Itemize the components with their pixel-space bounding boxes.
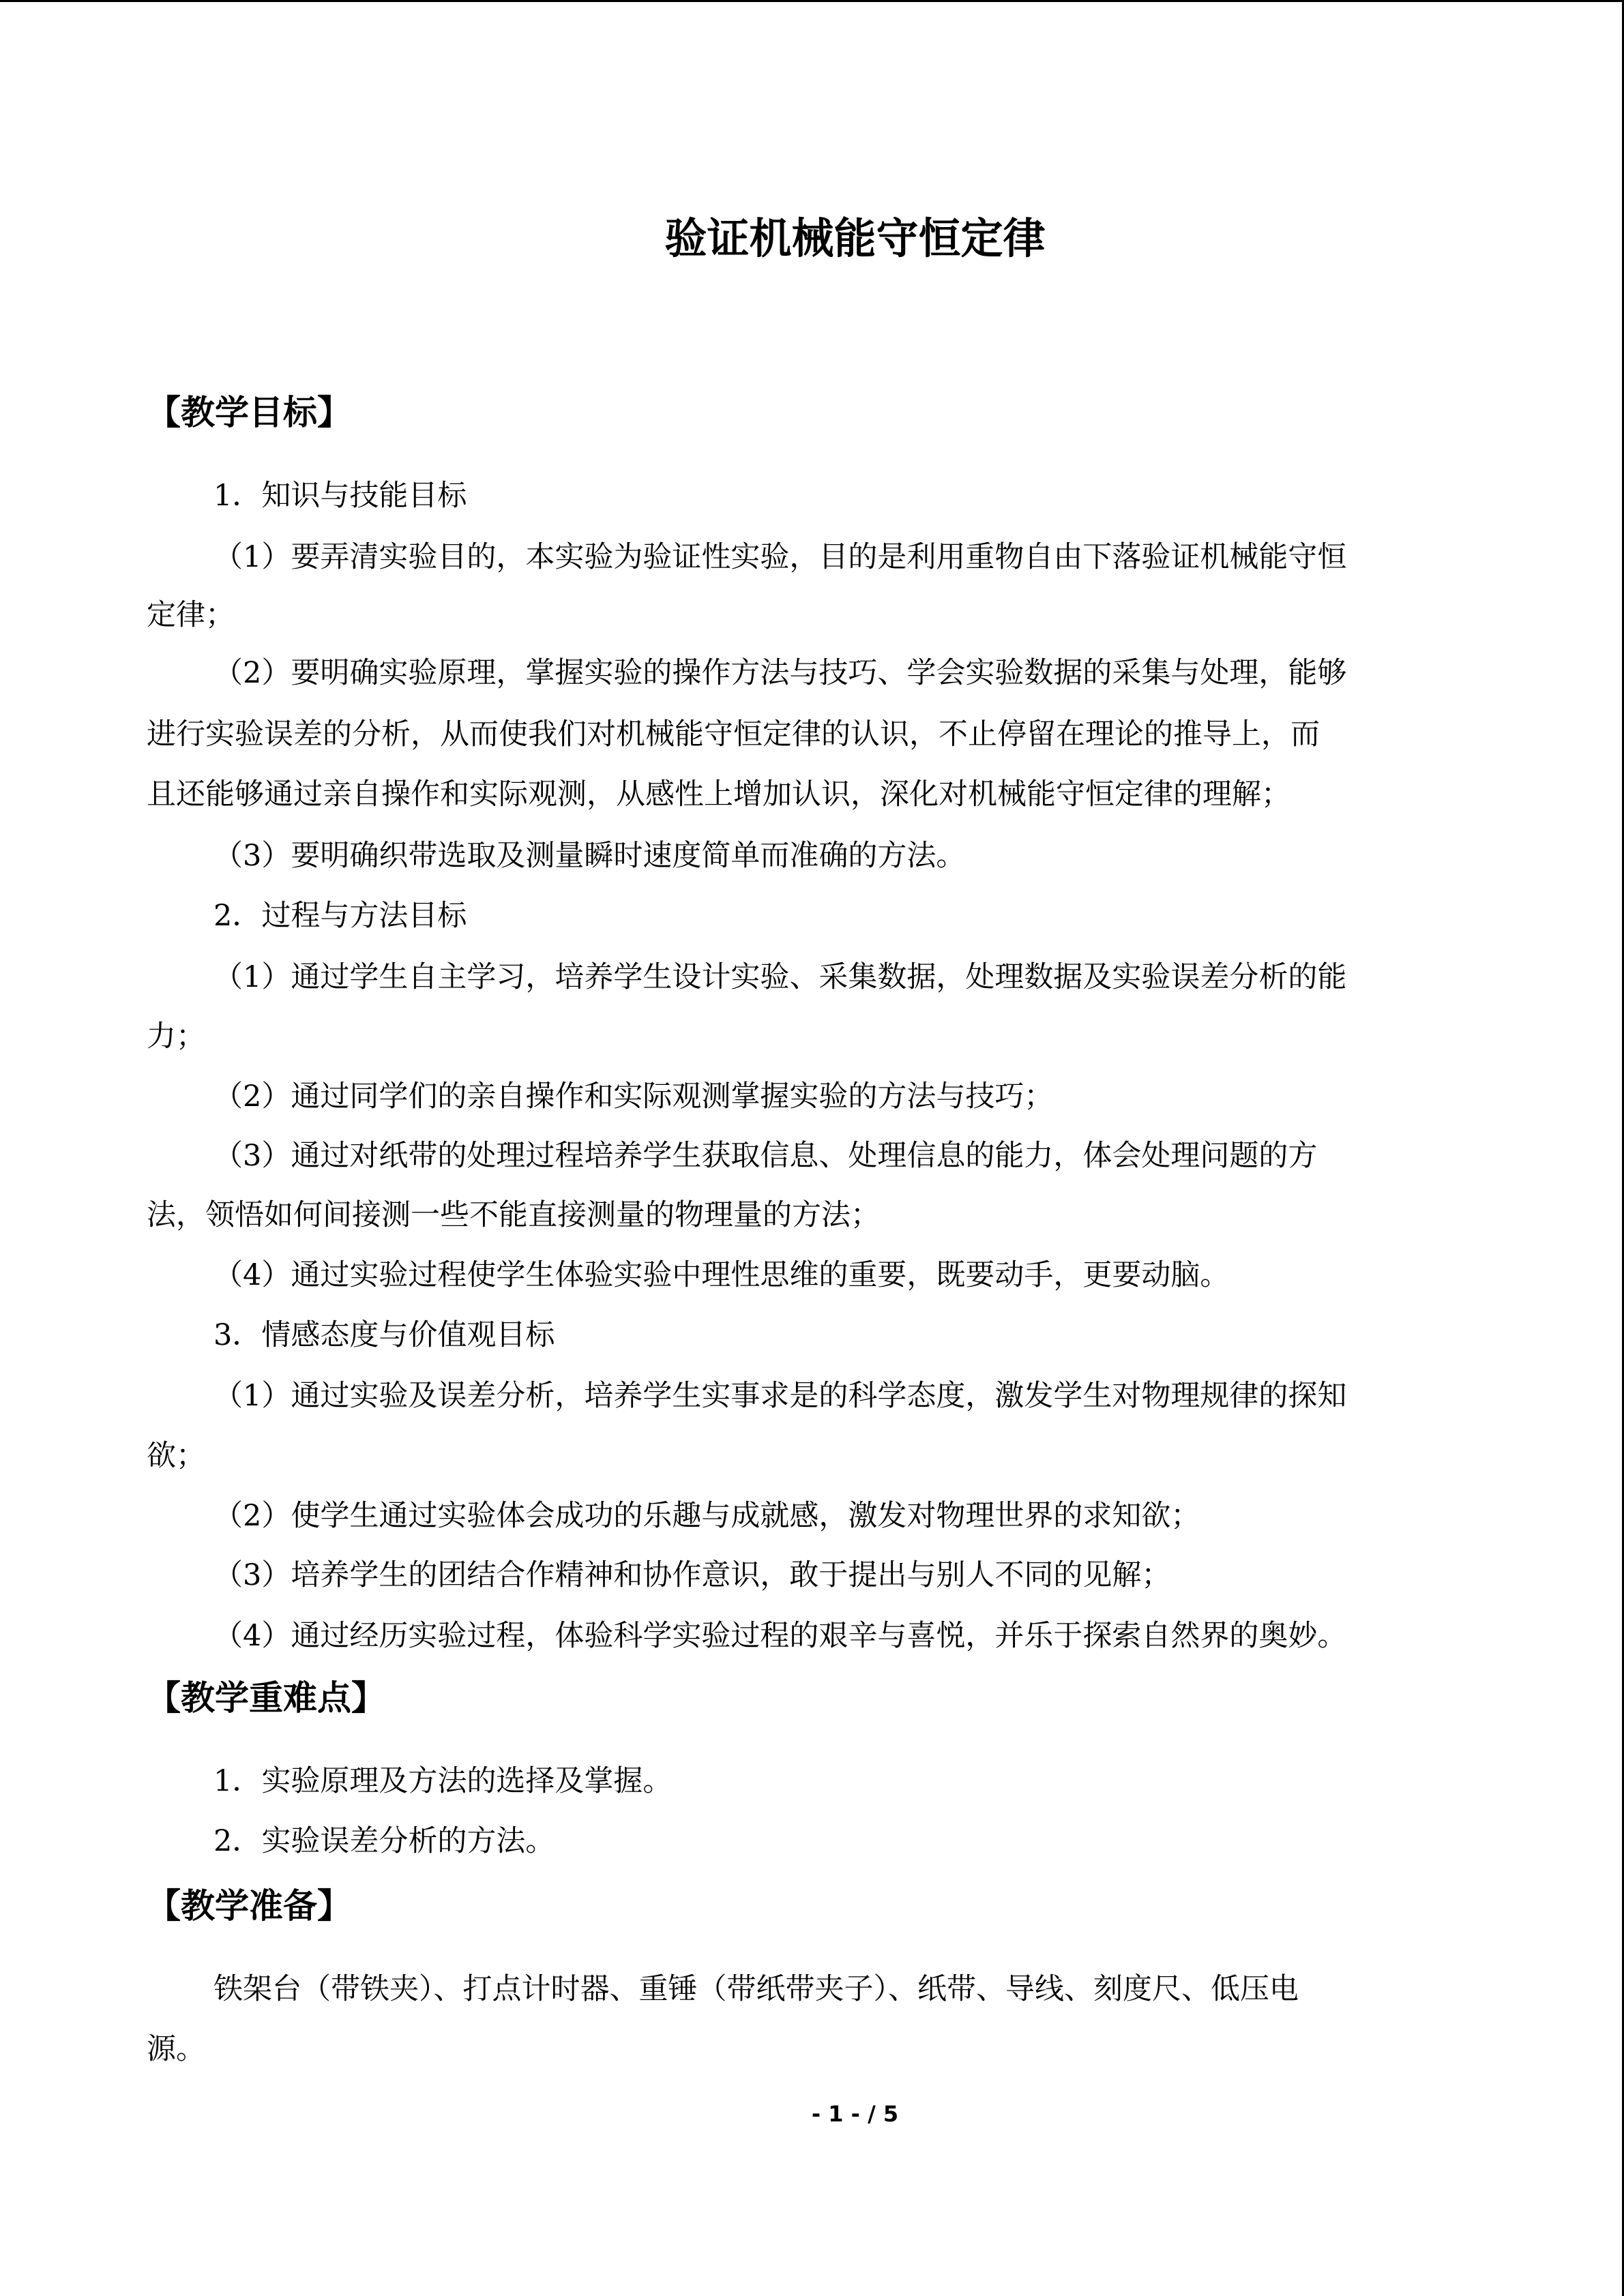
key-point-line: 1．实验原理及方法的选择及掌握。 bbox=[213, 1764, 673, 1798]
goal-line: 且还能够通过亲自操作和实际观测，从感性上增加认识，深化对机械能守恒定律的理解； bbox=[147, 777, 1290, 811]
goal-line: （2）使学生通过实验体会成功的乐趣与成就感，激发对物理世界的求知欲； bbox=[213, 1499, 1200, 1533]
page-border-top bbox=[0, 0, 1624, 2]
section-heading-key-points: 【教学重难点】 bbox=[147, 1678, 385, 1718]
goal-line: （4）通过实验过程使学生体验实验中理性思维的重要，既要动手，更要动脑。 bbox=[213, 1258, 1230, 1292]
goal-line: （1）通过实验及误差分析，培养学生实事求是的科学态度，激发学生对物理规律的探知 bbox=[213, 1379, 1347, 1413]
goal-line: （1）通过学生自主学习，培养学生设计实验、采集数据，处理数据及实验误差分析的能 bbox=[213, 960, 1347, 994]
section-heading-preparation: 【教学准备】 bbox=[147, 1886, 351, 1926]
goal-line: 进行实验误差的分析，从而使我们对机械能守恒定律的认识，不止停留在理论的推导上，而 bbox=[147, 717, 1320, 751]
goal-line: 欲； bbox=[147, 1439, 205, 1473]
goal-line: （3）通过对纸带的处理过程培养学生获取信息、处理信息的能力，体会处理问题的方 bbox=[213, 1139, 1318, 1173]
goal-line: 定律； bbox=[147, 598, 235, 632]
goal-subheading: 2．过程与方法目标 bbox=[213, 899, 467, 933]
goal-line: （1）要弄清实验目的，本实验为验证性实验，目的是利用重物自由下落验证机械能守恒 bbox=[213, 540, 1347, 574]
goal-line: 力； bbox=[147, 1019, 205, 1054]
preparation-line: 铁架台（带铁夹）、打点计时器、重锤（带纸带夹子）、纸带、导线、刻度尺、低压电 bbox=[213, 1972, 1299, 2006]
goal-line: （2）要明确实验原理，掌握实验的操作方法与技巧、学会实验数据的采集与处理，能够 bbox=[213, 656, 1347, 690]
goal-line: （4）通过经历实验过程，体验科学实验过程的艰辛与喜悦，并乐于探索自然界的奥妙。 bbox=[213, 1619, 1347, 1653]
document-title: 验证机械能守恒定律 bbox=[664, 213, 1046, 263]
goal-subheading: 1．知识与技能目标 bbox=[213, 479, 467, 513]
goal-subheading: 3．情感态度与价值观目标 bbox=[213, 1318, 555, 1352]
goal-line: 法，领悟如何间接测一些不能直接测量的物理量的方法； bbox=[147, 1198, 880, 1232]
section-heading-goals: 【教学目标】 bbox=[147, 393, 351, 432]
goal-line: （3）要明确织带选取及测量瞬时速度简单而准确的方法。 bbox=[213, 839, 966, 873]
preparation-line: 源。 bbox=[147, 2032, 205, 2066]
key-point-line: 2．实验误差分析的方法。 bbox=[213, 1824, 555, 1858]
goal-line: （3）培养学生的团结合作精神和协作意识，敢于提出与别人不同的见解； bbox=[213, 1558, 1171, 1592]
goal-line: （2）通过同学们的亲自操作和实际观测掌握实验的方法与技巧； bbox=[213, 1079, 1054, 1114]
page-number: - 1 - / 5 bbox=[811, 2101, 899, 2127]
